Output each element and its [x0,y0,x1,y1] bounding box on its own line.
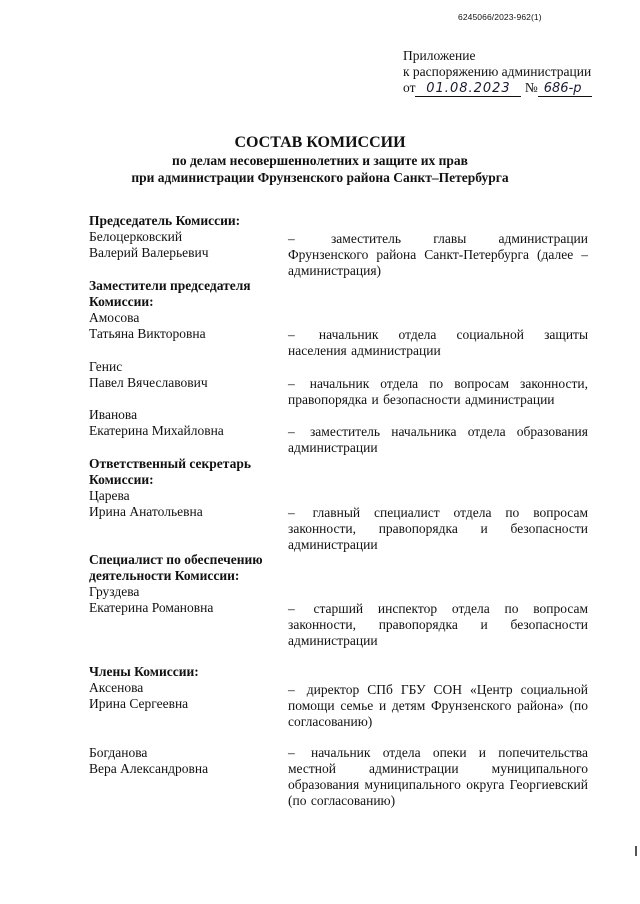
appendix-date-number-line [403,80,592,97]
member-name [89,680,279,712]
specialist-given-names: Екатерина Романовна [89,600,214,615]
deputy-position-text: заместитель начальника отдела образования администрации [288,424,588,455]
secretary-role-heading: Ответственный секретарь Комиссии: [89,456,251,487]
deputy-given-names: Татьяна Викторовна [89,326,206,341]
number-prefix: № [524,80,538,95]
member-position [288,682,588,730]
deputies-role-heading: Заместители председателя Комиссии: [89,278,251,309]
dash: – [288,424,295,439]
specialist-position-text: старший инспектор отдела по вопросам законности, правопорядка и безопасности администрации [288,601,589,648]
dash: – [288,327,295,342]
chair-given-names: Валерий Валерьевич [89,245,209,260]
member-surname: Богданова [89,745,148,760]
secretary-name [89,488,279,520]
specialist-name [89,584,279,616]
date-prefix: от [403,80,416,95]
specialist-surname: Груздева [89,584,140,599]
member-position-text: начальник отдела опеки и попечительства местной администрации муниципального образования муниципального округа Георгиевский (по согласованию) [288,745,588,808]
dash: – [288,745,295,760]
deputy-name [89,359,279,391]
deputy-name [89,407,279,439]
document-subtitle-line2: при администрации Фрунзенского района Санкт–Петербурга [131,170,509,185]
deputy-position [288,424,588,456]
deputy-position [288,376,588,408]
deputy-given-names: Павел Вячеславович [89,375,208,390]
appendix-header [403,48,592,97]
document-title-block [0,133,640,186]
member-position [288,745,588,809]
document-subtitle-line1: по делам несовершеннолетних и защите их прав [172,153,468,168]
member-position-text: директор СПб ГБУ СОН «Центр социальной помощи семье и детям Фрунзенского района» (по согласованию) [288,682,589,729]
member-given-names: Вера Александровна [89,761,209,776]
member-surname: Аксенова [89,680,144,695]
specialist-position [288,601,588,649]
chair-surname: Белоцерковский [89,229,183,244]
deputy-surname: Иванова [89,407,138,422]
members-role-heading: Члены Комиссии: [89,664,199,679]
secretary-position [288,505,588,553]
secretary-position-text: главный специалист отдела по вопросам законности, правопорядка и безопасности администрации [288,505,588,552]
deputy-position-text: начальник отдела социальной защиты населения администрации [288,327,589,358]
handwritten-date: 01.08.2023 [415,82,521,97]
scan-edge-mark [635,846,637,856]
deputy-name [89,310,279,342]
dash: – [288,376,295,391]
handwritten-order-number: 686-р [538,82,592,97]
member-given-names: Ирина Сергеевна [89,696,189,711]
secretary-given-names: Ирина Анатольевна [89,504,203,519]
dash: – [288,231,295,246]
document-title: СОСТАВ КОМИССИИ [234,134,406,151]
specialist-role-heading: Специалист по обеспечению деятельности Комиссии: [89,552,263,583]
dash: – [288,505,295,520]
deputy-given-names: Екатерина Михайловна [89,423,224,438]
deputy-surname: Генис [89,359,123,374]
secretary-surname: Царева [89,488,130,503]
appendix-order-reference: к распоряжению администрации [403,64,592,79]
chair-position-text: заместитель главы администрации Фрунзенского района Санкт-Петербурга (далее – администрация) [288,231,589,278]
chair-role-heading: Председатель Комиссии: [89,213,241,228]
deputy-surname: Амосова [89,310,140,325]
dash: – [288,601,295,616]
chair-position [288,231,588,279]
chair-name [89,229,279,261]
dash: – [288,682,295,697]
appendix-label: Приложение [403,48,476,63]
deputy-position [288,327,588,359]
document-registration-code: 6245066/2023-962(1) [458,12,542,22]
member-name [89,745,279,777]
deputy-position-text: начальник отдела по вопросам законности, правопорядка и безопасности администрации [288,376,588,407]
